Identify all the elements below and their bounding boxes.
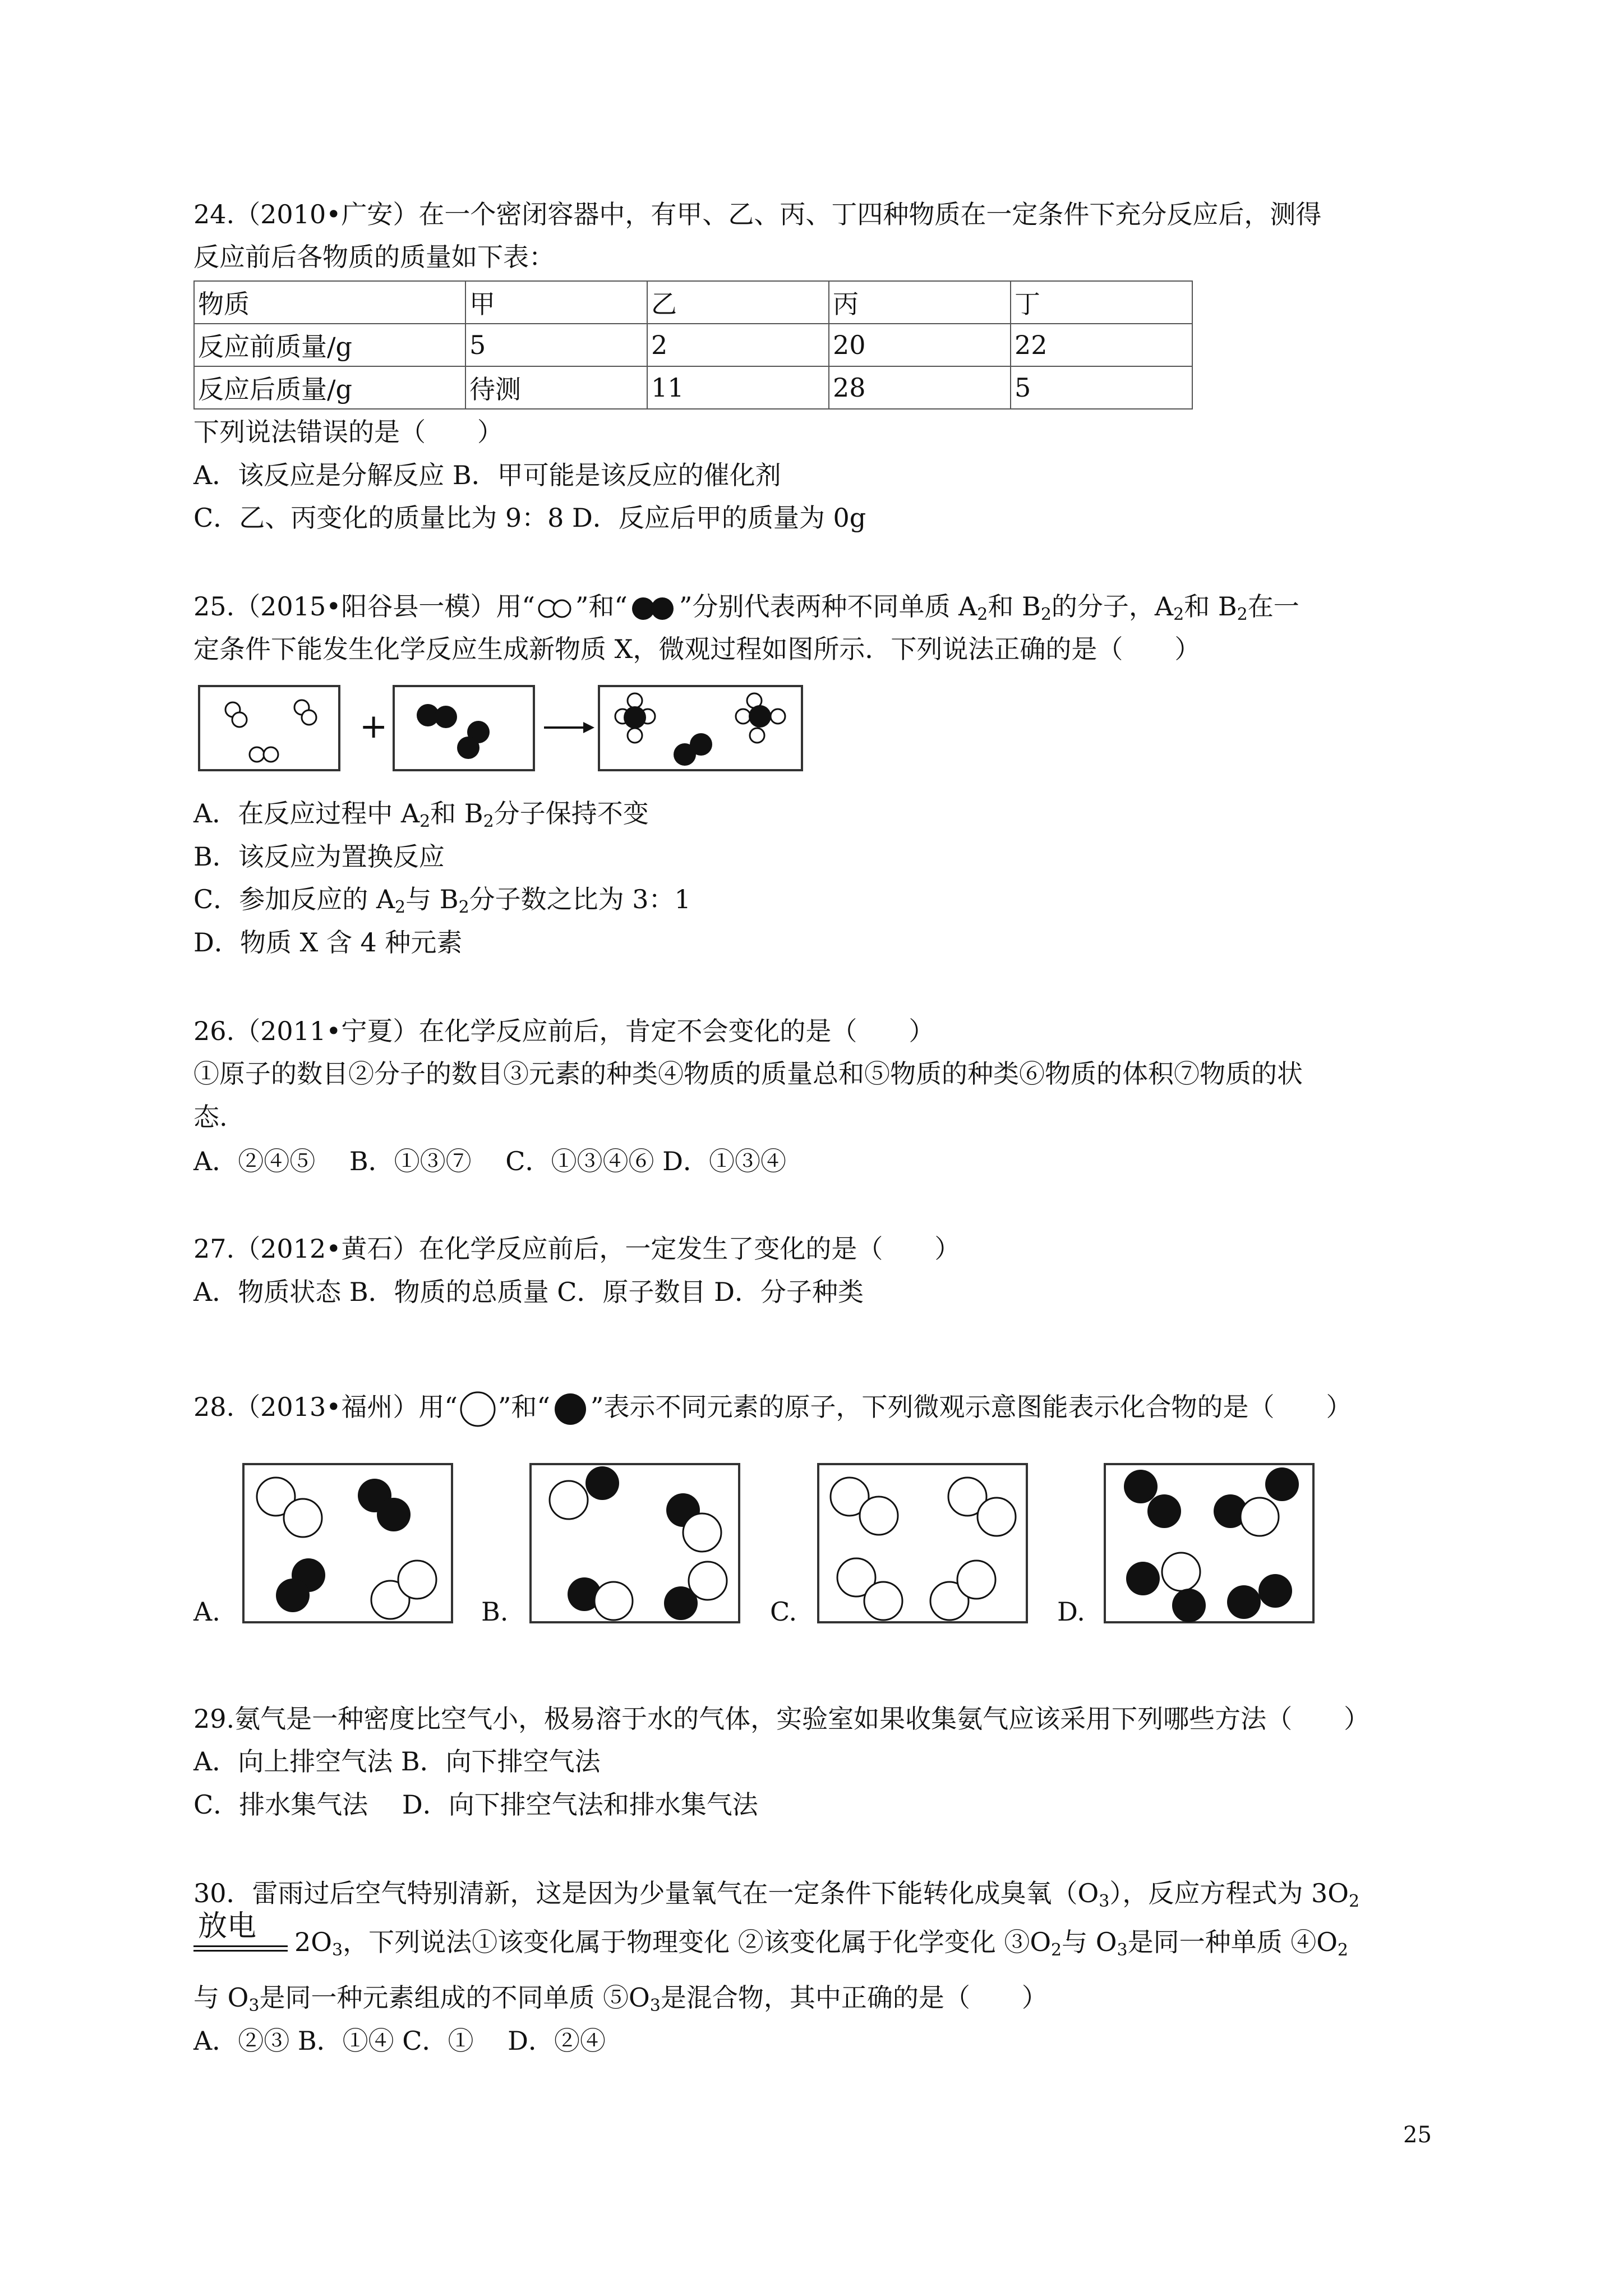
q25-stem-part: 的分子，A: [1051, 591, 1174, 622]
page-number: 25: [1403, 2122, 1432, 2148]
reaction-condition-label: 放电: [198, 1910, 257, 1943]
q30-stem-line1: [193, 1876, 1359, 1910]
table-cell: 5: [1011, 366, 1192, 409]
q30-stem-part: 与 O: [1062, 1927, 1117, 1957]
filled-atom-icon: [550, 1389, 591, 1429]
q28-label-c: C.: [770, 1596, 797, 1627]
q30-stem-part: 是同一种元素组成的不同单质 ⑤O: [259, 1982, 650, 2013]
q25-option-a: [193, 797, 649, 830]
q25-stem-line2: 定条件下能发生化学反应生成新物质 X，微观过程如图所示．下列说法正确的是（ ）: [193, 634, 1201, 664]
q25-stem-part: 和 B: [988, 591, 1041, 622]
subscript: 3: [1099, 1892, 1110, 1911]
q25-reaction-diagram: [193, 682, 810, 783]
q29-stem: 29.氨气是一种密度比空气小，极易溶于水的气体，实验室如果收集氨气应该采用下列哪些方法（ ）: [193, 1704, 1370, 1734]
subscript: 3: [1117, 1940, 1128, 1960]
q25-stem-line1: [193, 590, 1299, 623]
option-text: 和 B: [430, 798, 483, 829]
q28-option-d-diagram: [1104, 1463, 1317, 1626]
subscript: 2: [1051, 1940, 1062, 1960]
q30-stem-part: 30．雷雨过后空气特别清新，这是因为少量氧气在一定条件下能转化成臭氧（O: [193, 1878, 1099, 1908]
q30-stem-line3: [193, 1981, 1048, 2014]
q28-stem-part: ”表示不同元素的原子，下列微观示意图能表示化合物的是（ ）: [590, 1392, 1352, 1422]
q24-options-line2: C．乙、丙变化的质量比为 9：8 D．反应后甲的质量为 0g: [193, 503, 866, 533]
q28-stem: [193, 1389, 1352, 1429]
q28-label-b: B.: [481, 1596, 509, 1627]
q28-option-b-diagram: [529, 1463, 743, 1626]
filled-molecule-icon: [628, 595, 679, 622]
subscript: 2: [1237, 605, 1248, 624]
q29-options-line1: A．向上排空气法 B．向下排空气法: [193, 1746, 601, 1777]
open-atom-icon: [458, 1389, 498, 1429]
q29-options-line2: C．排水集气法 D．向下排空气法和排水集气法: [193, 1789, 758, 1820]
subscript: 3: [331, 1940, 343, 1960]
subscript: 2: [483, 812, 494, 831]
q30-stem-part: 是混合物，其中正确的是（ ）: [660, 1982, 1048, 2013]
q25-option-d: D．物质 X 含 4 种元素: [193, 927, 463, 958]
q25-stem-part: ”和“: [575, 591, 628, 622]
option-text: 分子保持不变: [494, 798, 649, 829]
table-cell: 20: [829, 324, 1011, 366]
table-row: [194, 324, 1192, 366]
reaction-condition-equals: [193, 1910, 289, 1958]
table-row: [194, 281, 1192, 324]
subscript: 2: [395, 898, 406, 917]
subscript: 2: [977, 605, 988, 624]
option-text: A．在反应过程中 A: [193, 798, 420, 829]
q24-stem-line2: 反应前后各物质的质量如下表：: [193, 242, 555, 272]
table-cell: 待测: [465, 366, 647, 409]
table-cell: 11: [647, 366, 829, 409]
q24-mass-table: [193, 280, 1193, 409]
q30-stem-part: 与 O: [193, 1982, 249, 2013]
q28-stem-part: 28.（2013•福州）用“: [193, 1392, 458, 1422]
q26-items-line2: 态.: [193, 1102, 228, 1132]
subscript: 2: [1337, 1940, 1349, 1960]
table-header-cell: 丁: [1011, 281, 1192, 324]
option-text: C．参加反应的 A: [193, 884, 395, 914]
table-header-cell: 乙: [647, 281, 829, 324]
q30-options: A．②③ B．①④ C．① D．②④: [193, 2026, 606, 2056]
subscript: 2: [1040, 605, 1052, 624]
q30-stem-line2: [294, 1925, 1348, 1959]
table-cell: 反应前质量/g: [194, 324, 465, 366]
subscript: 2: [1173, 605, 1184, 624]
table-header-cell: 丙: [829, 281, 1011, 324]
option-text: 与 B: [405, 884, 459, 914]
q24-options-line1: A．该反应是分解反应 B．甲可能是该反应的催化剂: [193, 460, 781, 490]
subscript: 2: [458, 898, 469, 917]
q30-stem-part: 2O: [294, 1927, 332, 1957]
q30-stem-part: ），反应方程式为 3O: [1109, 1878, 1349, 1908]
q26-options: A．②④⑤ B．①③⑦ C．①③④⑥ D．①③④: [193, 1146, 786, 1176]
q24-question: 下列说法错误的是（ ）: [193, 417, 503, 447]
table-cell: 5: [465, 324, 647, 366]
q30-stem-part: ，下列说法①该变化属于物理变化 ②该变化属于化学变化 ③O: [343, 1927, 1052, 1957]
q24-stem-line1: 24.（2010•广安）在一个密闭容器中，有甲、乙、丙、丁四种物质在一定条件下充分反应后，测得: [193, 199, 1322, 229]
table-cell: 28: [829, 366, 1011, 409]
q25-option-c: [193, 882, 691, 916]
q25-option-b: B．该反应为置换反应: [193, 841, 445, 872]
q28-stem-part: ”和“: [497, 1392, 550, 1422]
q30-stem-part: 是同一种单质 ④O: [1127, 1927, 1338, 1957]
q25-stem-part: 在一: [1247, 591, 1299, 622]
arrow-right-icon: [583, 722, 594, 733]
subscript: 2: [1348, 1892, 1360, 1911]
table-header-cell: 甲: [465, 281, 647, 324]
subscript: 3: [649, 1996, 661, 2016]
q25-stem-part: ”分别代表两种不同单质 A: [679, 591, 978, 622]
q28-label-d: D.: [1057, 1596, 1085, 1627]
table-cell: 反应后质量/g: [194, 366, 465, 409]
q26-items-line1: ①原子的数目②分子的数目③元素的种类④物质的质量总和⑤物质的种类⑥物质的体积⑦物质的状: [193, 1059, 1303, 1089]
q28-label-a: A.: [193, 1596, 220, 1627]
q28-option-a-diagram: [242, 1463, 455, 1626]
table-header-cell: 物质: [194, 281, 465, 324]
q28-option-c-diagram: [817, 1463, 1030, 1626]
table-row: [194, 366, 1192, 409]
subscript: 2: [419, 812, 431, 831]
table-cell: 22: [1011, 324, 1192, 366]
q26-stem: 26.（2011•宁夏）在化学反应前后，肯定不会变化的是（ ）: [193, 1016, 935, 1046]
q25-stem-part: 25.（2015•阳谷县一模）用“: [193, 591, 535, 622]
open-molecule-icon: [535, 597, 575, 620]
q27-options: A．物质状态 B．物质的总质量 C．原子数目 D．分子种类: [193, 1277, 864, 1307]
subscript: 3: [248, 1996, 260, 2016]
option-text: 分子数之比为 3：1: [469, 884, 691, 914]
plus-sign: +: [359, 707, 388, 746]
table-cell: 2: [647, 324, 829, 366]
q27-stem: 27.（2012•黄石）在化学反应前后，一定发生了变化的是（ ）: [193, 1234, 961, 1264]
q25-stem-part: 和 B: [1184, 591, 1237, 622]
